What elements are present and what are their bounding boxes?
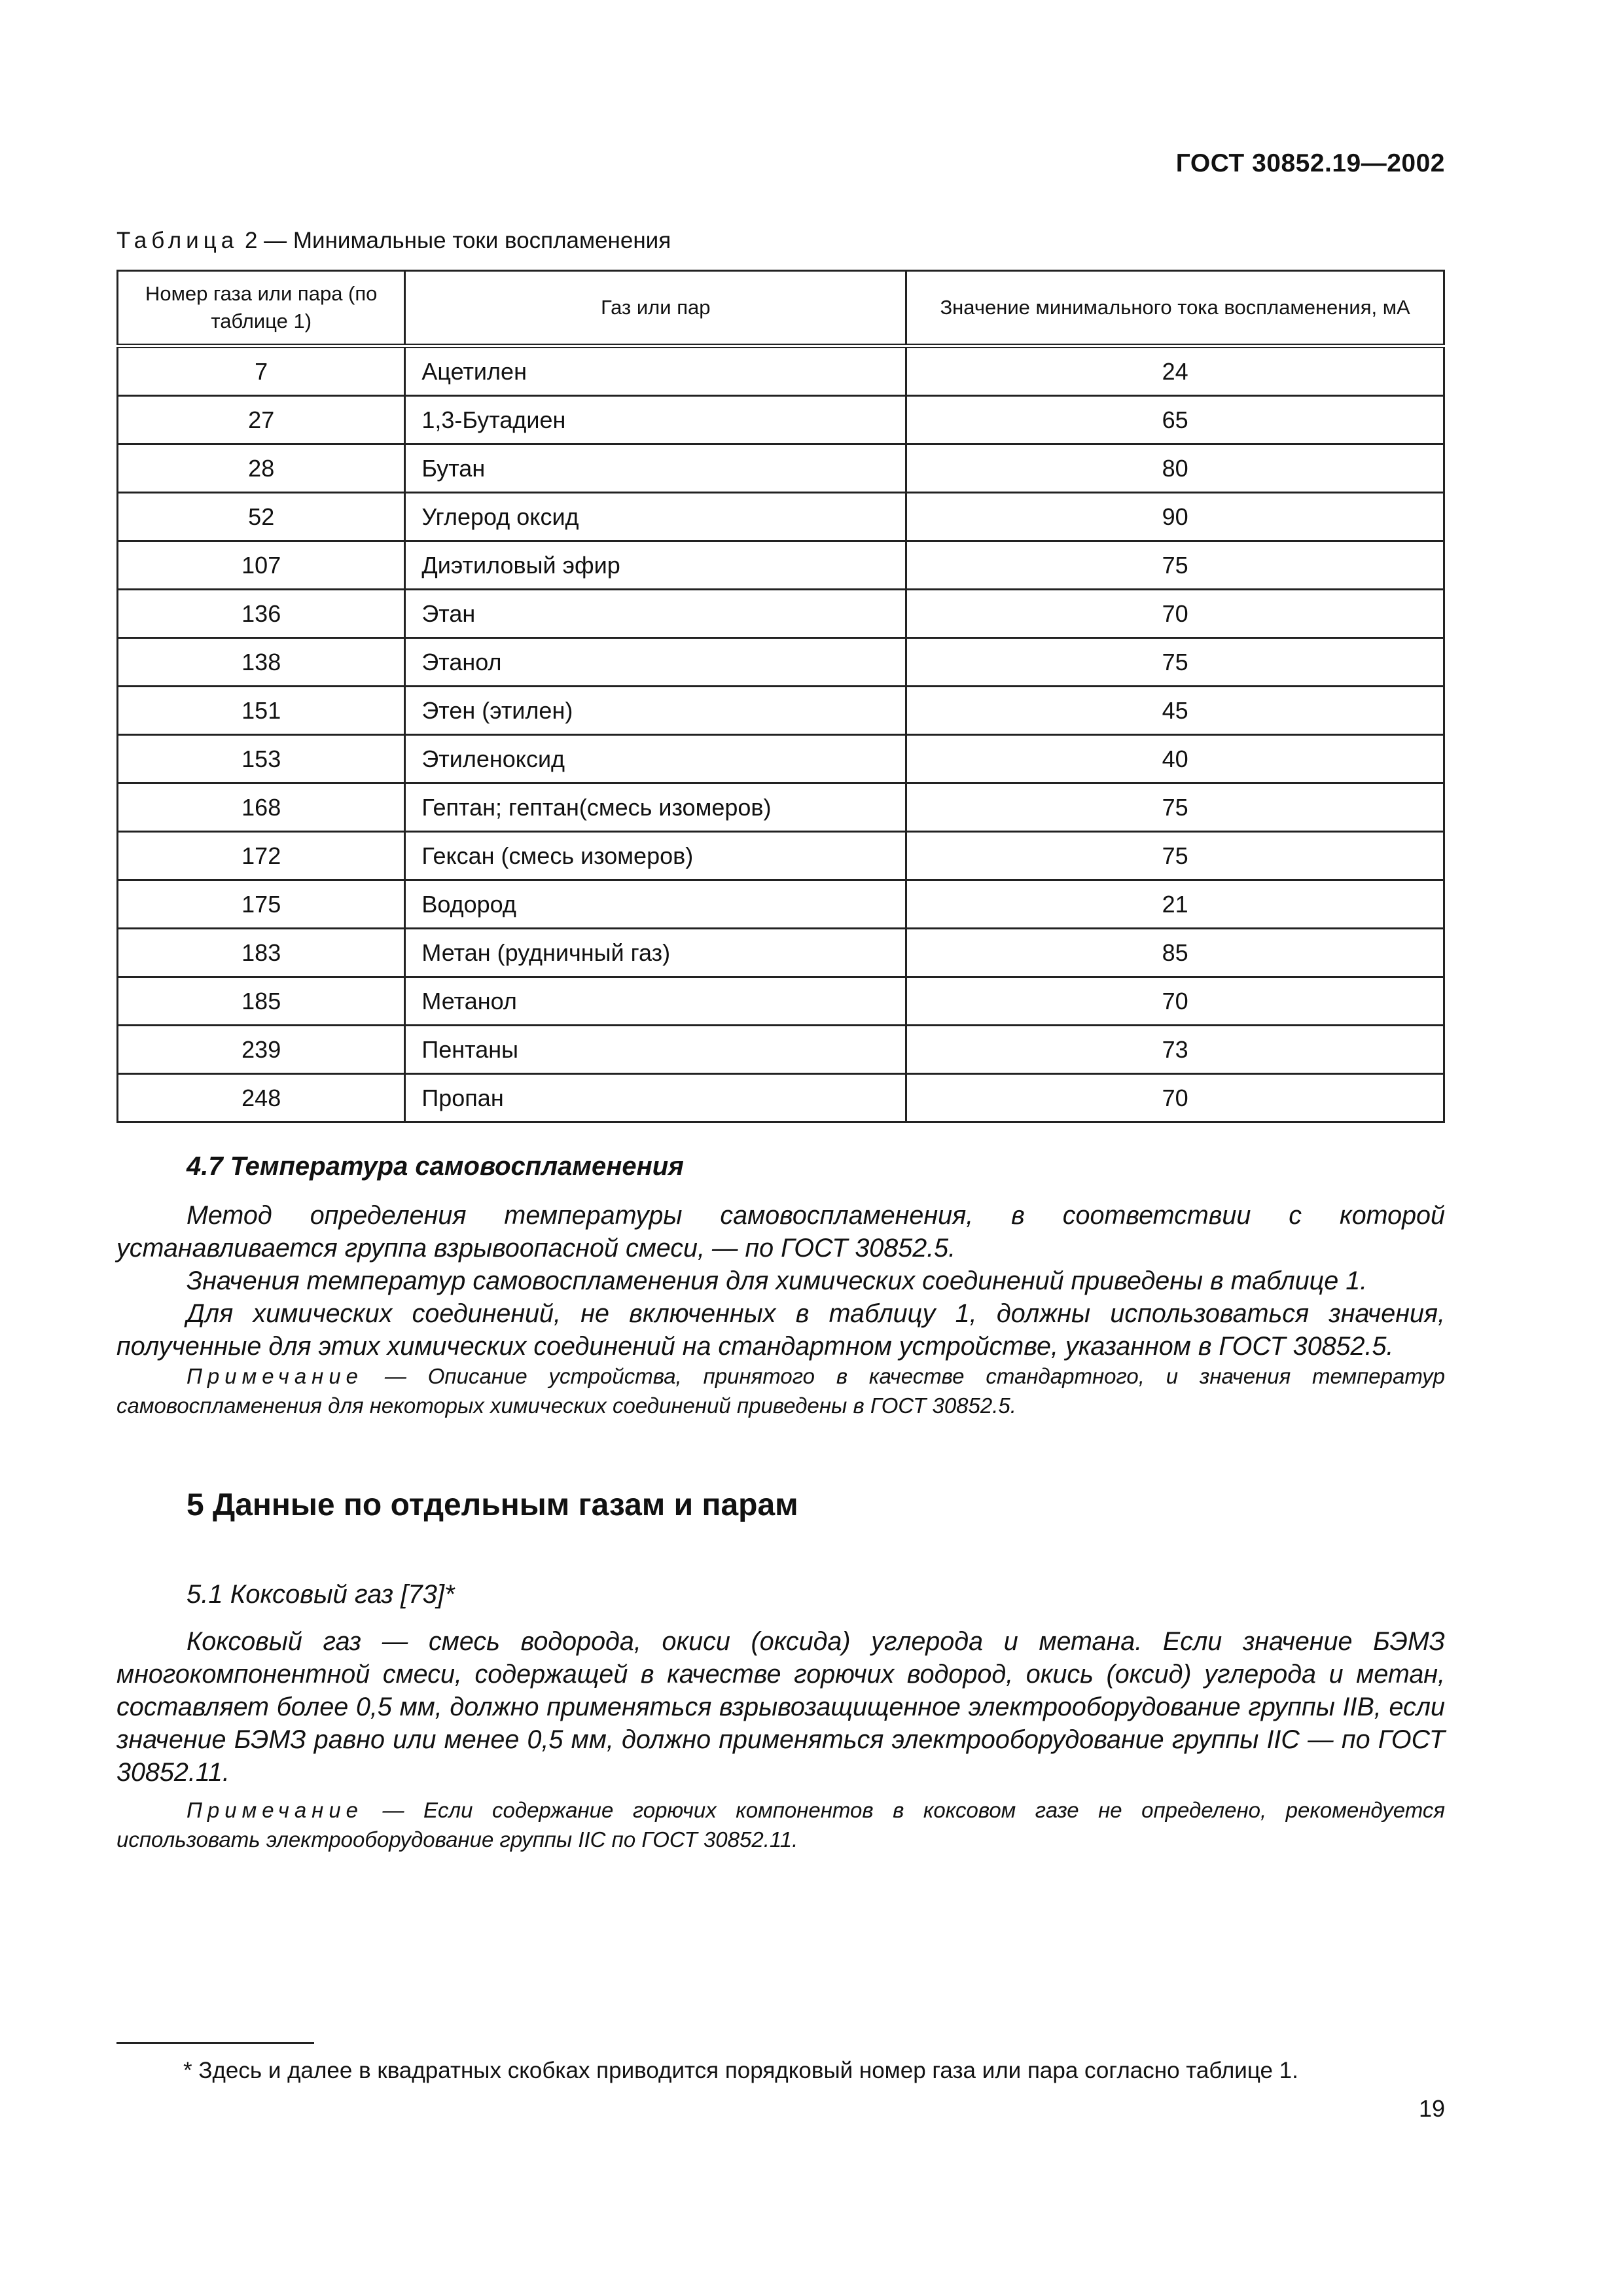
table-row: [118, 590, 1444, 638]
cell-gas-number: 183: [118, 929, 405, 977]
section-5-1-note: [116, 1795, 1445, 1854]
footnote: * Здесь и далее в квадратных скобках приводится порядковый номер газа или пара согласно таблице 1.: [183, 2058, 1298, 2083]
table-caption: [116, 228, 671, 254]
cell-gas-number: 27: [118, 396, 405, 444]
cell-gas-name: Гексан (смесь изомеров): [405, 832, 906, 880]
cell-gas-name: Пентаны: [405, 1026, 906, 1074]
table-row: [118, 541, 1444, 590]
cell-gas-number: 136: [118, 590, 405, 638]
cell-min-current: 70: [906, 1074, 1444, 1122]
section-5-1-paragraph: Коксовый газ — смесь водорода, окиси (оксида) углерода и метана. Если значение БЭМЗ многокомпонентной смеси, содержащей в качестве горючих водород, окись (оксид) углерода и метан, составляет более 0,5 мм, должно применяться взрывозащищенное электрооборудование группы IIВ, если значение БЭМЗ равно или менее 0,5 мм, должно применяться электрооборудование группы IIC — по ГОСТ 30852.11.: [116, 1627, 1445, 1787]
table-row: [118, 880, 1444, 929]
cell-min-current: 75: [906, 783, 1444, 832]
table-row: [118, 493, 1444, 541]
ignition-current-table: [116, 270, 1445, 1123]
table-row: [118, 1026, 1444, 1074]
cell-gas-number: 153: [118, 735, 405, 783]
column-header-gas-name: Газ или пар: [405, 271, 906, 346]
cell-gas-number: 175: [118, 880, 405, 929]
cell-gas-number: 7: [118, 346, 405, 396]
cell-min-current: 75: [906, 638, 1444, 687]
table-row: [118, 735, 1444, 783]
cell-min-current: 24: [906, 346, 1444, 396]
note-label: Примечание: [187, 1798, 364, 1822]
column-header-gas-number: Номер газа или пара (по таблице 1): [118, 271, 405, 346]
cell-gas-number: 185: [118, 977, 405, 1026]
section-5-1-body: [116, 1625, 1445, 1789]
cell-gas-name: Этен (этилен): [405, 687, 906, 735]
table-header-row: [118, 271, 1444, 346]
cell-min-current: 73: [906, 1026, 1444, 1074]
cell-min-current: 70: [906, 590, 1444, 638]
section-4-7-body: [116, 1199, 1445, 1363]
cell-min-current: 75: [906, 832, 1444, 880]
cell-min-current: 75: [906, 541, 1444, 590]
cell-gas-number: 168: [118, 783, 405, 832]
cell-gas-name: Этанол: [405, 638, 906, 687]
section-5-1-heading: 5.1 Коксовый газ [73]*: [187, 1580, 455, 1609]
table-row: [118, 929, 1444, 977]
cell-min-current: 85: [906, 929, 1444, 977]
page-number: 19: [1418, 2095, 1445, 2122]
table-row: [118, 977, 1444, 1026]
table-row: [118, 1074, 1444, 1122]
cell-gas-number: 248: [118, 1074, 405, 1122]
note-text: — Если содержание горючих компонентов в коксовом газе не определено, рекомендуется использовать электрооборудование группы IIC по ГОСТ 30852.11.: [116, 1798, 1445, 1852]
cell-min-current: 21: [906, 880, 1444, 929]
cell-min-current: 65: [906, 396, 1444, 444]
table-row: [118, 687, 1444, 735]
cell-gas-name: Ацетилен: [405, 346, 906, 396]
cell-gas-number: 239: [118, 1026, 405, 1074]
table-row: [118, 832, 1444, 880]
cell-gas-number: 107: [118, 541, 405, 590]
section-5-heading: 5 Данные по отдельным газам и парам: [187, 1488, 798, 1522]
cell-gas-number: 151: [118, 687, 405, 735]
note-text: — Описание устройства, принятого в качестве стандартного, и значения температур самовоспламенения для некоторых химических соединений приведены в ГОСТ 30852.5.: [116, 1364, 1445, 1418]
table-row: [118, 346, 1444, 396]
table-row: [118, 638, 1444, 687]
cell-gas-name: Углерод оксид: [405, 493, 906, 541]
table-row: [118, 783, 1444, 832]
cell-min-current: 80: [906, 444, 1444, 493]
note-label: Примечание: [187, 1364, 364, 1388]
cell-gas-name: 1,3-Бутадиен: [405, 396, 906, 444]
section-4-7-paragraph-1: Метод определения температуры самовоспламенения, в соответствии с которой устанавливается группа взрывоопасной смеси, — по ГОСТ 30852.5.: [116, 1201, 1445, 1263]
cell-gas-name: Водород: [405, 880, 906, 929]
cell-min-current: 70: [906, 977, 1444, 1026]
cell-gas-name: Пропан: [405, 1074, 906, 1122]
column-header-min-current: Значение минимального тока воспламенения, мА: [906, 271, 1444, 346]
cell-min-current: 45: [906, 687, 1444, 735]
cell-gas-number: 28: [118, 444, 405, 493]
cell-min-current: 90: [906, 493, 1444, 541]
table-caption-title: 2 — Минимальные токи воспламенения: [238, 228, 671, 253]
cell-gas-number: 52: [118, 493, 405, 541]
section-4-7-note: [116, 1361, 1445, 1420]
table-caption-label: Таблица: [116, 228, 239, 253]
cell-gas-name: Метан (рудничный газ): [405, 929, 906, 977]
cell-gas-name: Этиленоксид: [405, 735, 906, 783]
cell-gas-number: 138: [118, 638, 405, 687]
document-id: ГОСТ 30852.19—2002: [1175, 149, 1445, 177]
footnote-divider: [116, 2042, 314, 2044]
table-row: [118, 396, 1444, 444]
cell-gas-name: Этан: [405, 590, 906, 638]
section-4-7-heading: 4.7 Температура самовоспламенения: [187, 1152, 684, 1181]
section-4-7-paragraph-2: Значения температур самовоспламенения для химических соединений приведены в таблице 1.: [187, 1266, 1368, 1295]
cell-gas-name: Диэтиловый эфир: [405, 541, 906, 590]
cell-gas-name: Гептан; гептан(смесь изомеров): [405, 783, 906, 832]
table-row: [118, 444, 1444, 493]
cell-gas-name: Метанол: [405, 977, 906, 1026]
cell-min-current: 40: [906, 735, 1444, 783]
section-4-7-paragraph-3: Для химических соединений, не включенных в таблицу 1, должны использоваться значения, полученные для этих химических соединений на стандартном устройстве, указанном в ГОСТ 30852.5.: [116, 1299, 1445, 1361]
cell-gas-name: Бутан: [405, 444, 906, 493]
cell-gas-number: 172: [118, 832, 405, 880]
